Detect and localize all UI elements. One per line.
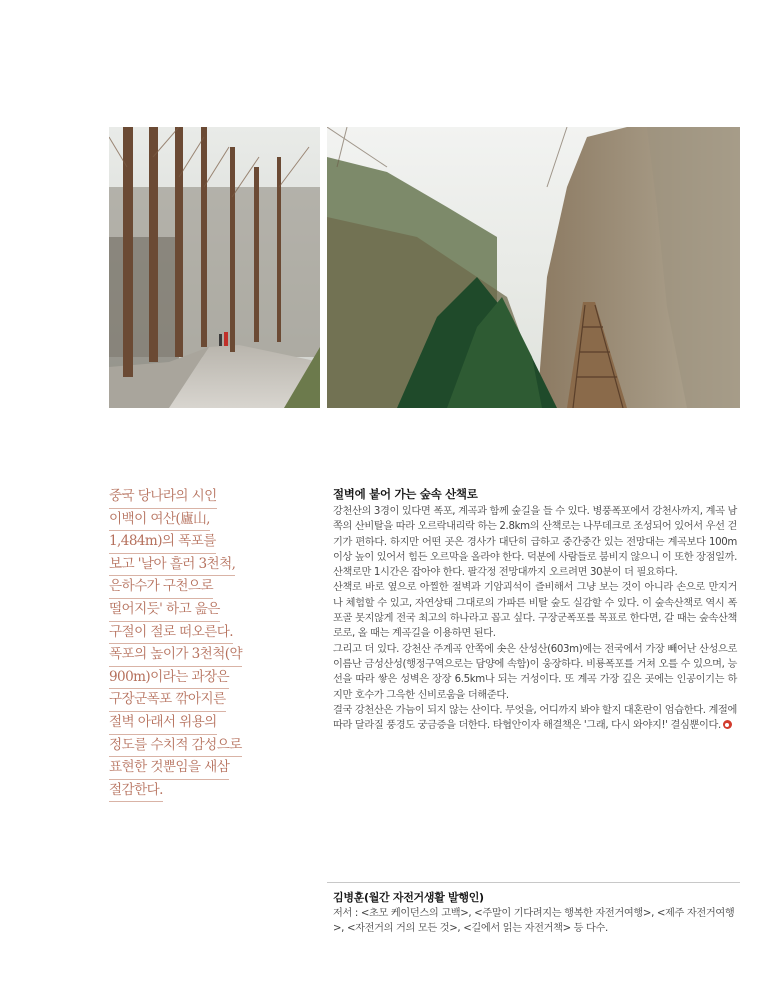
section-divider bbox=[327, 882, 740, 883]
pull-quote-line: 구장군폭포 깎아지른 bbox=[109, 689, 226, 712]
author-bio: 저서 : <초모 케이던스의 고백>, <주말이 기다려지는 행복한 자전거여행>, <제주 자전거여행>, <자전거의 거의 모든 것>, <길에서 읽는 자전거책> 등 다수. bbox=[333, 908, 735, 934]
cliff-boardwalk-photo bbox=[327, 127, 740, 408]
pull-quote-line: 1,484m)의 폭포를 bbox=[109, 531, 216, 554]
pull-quote-line: 보고 '날아 흘러 3천척, bbox=[109, 554, 235, 577]
pull-quote-line: 900m)이라는 과장은 bbox=[109, 667, 229, 690]
pull-quote-line: 이백이 여산(廬山, bbox=[109, 509, 210, 532]
pull-quote-line: 절벽 아래서 위용의 bbox=[109, 712, 217, 735]
article-paragraph: 산책로 바로 옆으로 아찔한 절벽과 기암괴석이 즐비해서 그냥 보는 것이 아니라 손으로 만지거나 체험할 수 있고, 자연상태 그대로의 가파른 비탈 숲도 실감할 수 있다. 이 숲속산책로 역시 폭포골 못지않게 전국 최고의 하나라고 꼽고 싶다. 구장군폭포를 목표로 한다면, 갈 때는 숲속산책로로, 올 때는 계곡길을 이용하면 된다. bbox=[333, 582, 737, 640]
pull-quote-line: 표현한 것뿐임을 새삼 bbox=[109, 757, 229, 780]
end-mark-icon bbox=[723, 720, 732, 729]
article-paragraph: 강천산의 3경이 있다면 폭포, 계곡과 함께 숲길을 들 수 있다. 병풍폭포에서 강천사까지, 계곡 남쪽의 산비탈을 따라 오르락내리락 하는 2.8km의 산책로는 나무데크로 조성되어 있어서 우선 걷기가 편하다. 하지만 어떤 곳은 경사가 대단히 급하고 중간중간 있는 전망대는 계곡보다 100m 이상 높이 있어서 힘든 오르막을 올라야 한다. 덕분에 사람들로 붐비지 않으니 이 또한 장점일까. 산책로만 1시간은 잡아야 한다. 팔각정 전망대까지 오르려면 30분이 더 필요하다. bbox=[333, 506, 737, 579]
author-name: 김병훈(월간 자전거생활 발행인) bbox=[333, 891, 484, 904]
article-heading: 절벽에 붙어 가는 숲속 산책로 bbox=[333, 487, 478, 501]
pull-quote-line: 떨어지듯' 하고 읊은 bbox=[109, 599, 220, 622]
pull-quote-line: 절감한다. bbox=[109, 780, 163, 803]
article-body bbox=[333, 486, 737, 733]
pull-quote-line: 구절이 절로 떠오른다. bbox=[109, 622, 233, 645]
article-paragraph-text: 결국 강천산은 가늠이 되지 않는 산이다. 무엇을, 어디까지 봐야 할지 대혼란이 엄습한다. 계절에 따라 달라질 풍경도 궁금증을 더한다. 타협안이자 해결책은 '그래, 다시 와야지!' 결심뿐이다. bbox=[333, 704, 737, 732]
pull-quote-line: 정도를 수치적 감성으로 bbox=[109, 735, 242, 758]
author-box bbox=[333, 889, 737, 936]
pull-quote-line: 중국 당나라의 시인 bbox=[109, 486, 217, 509]
forest-road-photo bbox=[109, 127, 320, 408]
pull-quote-line: 은하수가 구천으로 bbox=[109, 576, 213, 599]
pull-quote-line: 폭포의 높이가 3천척(약 bbox=[109, 644, 242, 667]
article-paragraph: 그리고 더 있다. 강천산 주계곡 안쪽에 솟은 산성산(603m)에는 전국에서 가장 빼어난 산성으로 이름난 금성산성(행정구역으로는 담양에 속함)이 웅장하다. 비룡폭포를 거쳐 오를 수 있으며, 능선을 따라 쌓은 성벽은 장장 6.5km나 되는 거성이다. 또 계곡 가장 깊은 곳에는 인공이기는 하지만 호수가 그윽한 신비로움을 더해준다. bbox=[333, 643, 737, 701]
pull-quote bbox=[109, 486, 269, 802]
article-paragraph-final bbox=[333, 703, 737, 734]
